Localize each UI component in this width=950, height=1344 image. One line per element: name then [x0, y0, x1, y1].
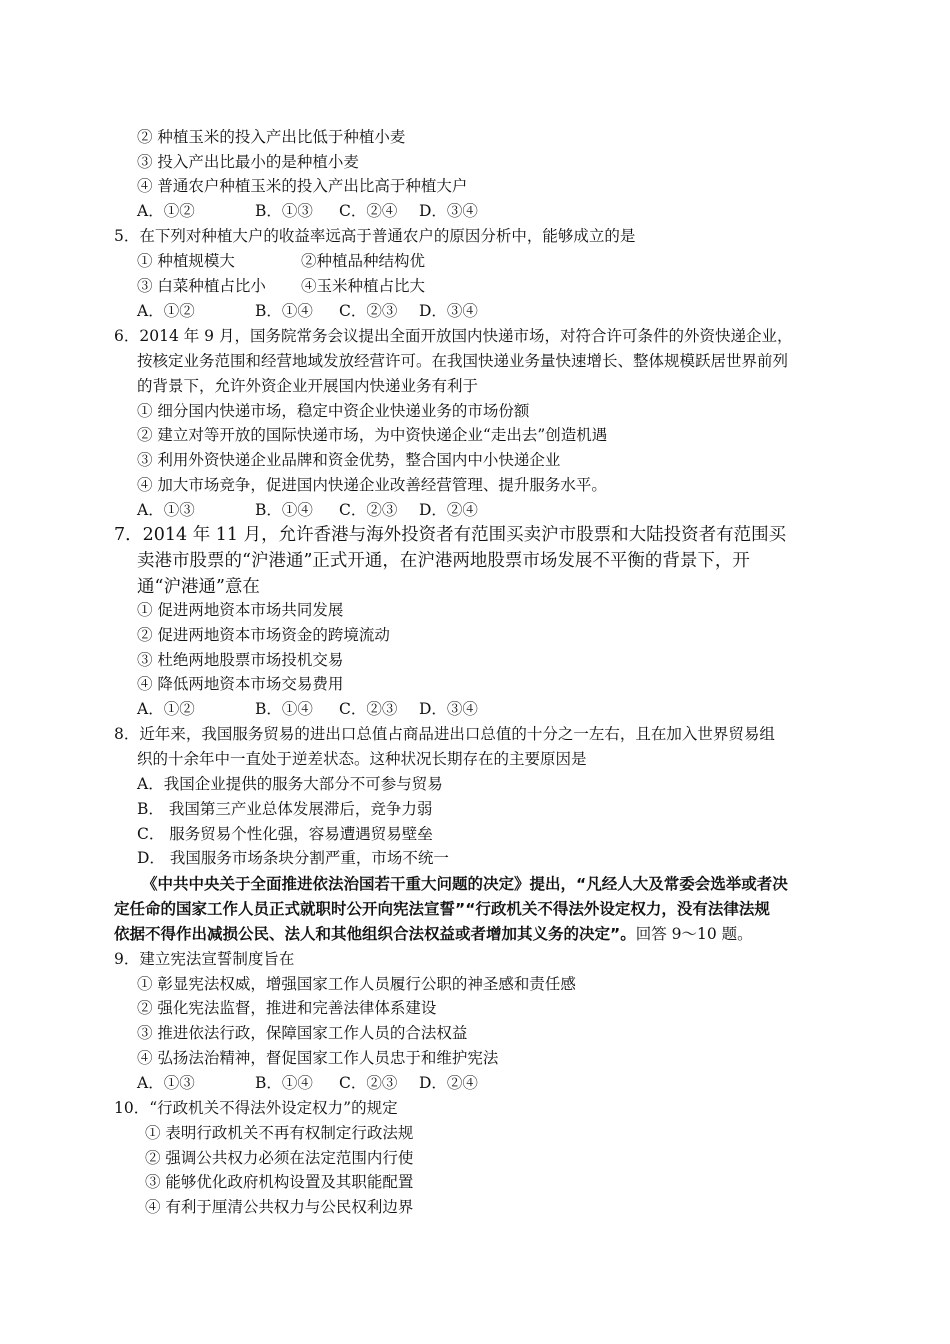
- q7-answers: [137, 699, 478, 719]
- q10-item-4: ④ 有利于厘清公共权力与公民权利边界: [145, 1198, 414, 1216]
- q6-item-2: ② 建立对等开放的国际快递市场，为中资快递企业“走出去”创造机遇: [137, 426, 608, 444]
- answer-b: B．①③: [255, 202, 313, 220]
- answer-d: D．③④: [419, 302, 478, 320]
- q6-stem-line3: 的背景下，允许外资企业开展国内快递业务有利于: [137, 377, 479, 395]
- q6-stem-line1: 6．2014 年 9 月，国务院常务会议提出全面开放国内快递市场，对符合许可条件的外资快递企业，: [114, 327, 793, 345]
- answer-a: A．①③: [137, 501, 195, 519]
- answer-c: C．②③: [339, 302, 398, 320]
- q10-item-3: ③ 能够优化政府机构设置及其职能配置: [145, 1173, 414, 1191]
- q6-item-3: ③ 利用外资快递企业品牌和资金优势，整合国内中小快递企业: [137, 451, 561, 469]
- q8-stem-line1: 8．近年来，我国服务贸易的进出口总值占商品进出口总值的十分之一左右，且在加入世界贸易组: [114, 725, 775, 743]
- passage-tail: 回答 9～10 题。: [635, 925, 753, 943]
- q7-stem-line1: 7．2014 年 11 月，允许香港与海外投资者有范围买卖沪市股票和大陆投资者有范围买: [114, 525, 787, 545]
- q5-items-row2: [137, 276, 425, 296]
- q10-stem: 10．“行政机关不得法外设定权力”的规定: [114, 1099, 398, 1117]
- q7-stem-line2: 卖港市股票的“沪港通”正式开通，在沪港两地股票市场发展不平衡的背景下，开: [137, 551, 750, 571]
- q7-item-3: ③ 杜绝两地股票市场投机交易: [137, 651, 344, 669]
- q6-answers: [137, 500, 478, 520]
- q5-item-2: ②种植品种结构优: [301, 252, 426, 270]
- q8-option-a: A．我国企业提供的服务大部分不可参与贸易: [137, 775, 443, 793]
- q5-item-1: ① 种植规模大: [137, 252, 235, 270]
- q9-item-2: ② 强化宪法监督，推进和完善法律体系建设: [137, 999, 437, 1017]
- q7-stem-line3: 通“沪港通”意在: [137, 577, 260, 597]
- q8-option-c: C． 服务贸易个性化强，容易遭遇贸易壁垒: [137, 825, 433, 843]
- answer-a: A．①③: [137, 1074, 195, 1092]
- answer-d: D．②④: [419, 1074, 478, 1092]
- q4-item-2: ② 种植玉米的投入产出比低于种植小麦: [137, 128, 406, 146]
- answer-a: A．①②: [137, 700, 195, 718]
- answer-c: C．②③: [339, 501, 398, 519]
- q9-stem: 9．建立宪法宣誓制度旨在: [114, 950, 295, 968]
- answer-b: B．①④: [255, 1074, 313, 1092]
- q6-item-1: ① 细分国内快递市场，稳定中资企业快递业务的市场份额: [137, 402, 530, 420]
- answer-d: D．③④: [419, 202, 478, 220]
- answer-a: A．①②: [137, 202, 195, 220]
- q8-option-b: B． 我国第三产业总体发展滞后，竞争力弱: [137, 800, 433, 818]
- q4-item-3: ③ 投入产出比最小的是种植小麦: [137, 153, 359, 171]
- q10-item-1: ① 表明行政机关不再有权制定行政法规: [145, 1124, 414, 1142]
- passage-line1: 《中共中央关于全面推进依法治国若干重大问题的决定》提出，“凡经人大及常委会选举或者决: [142, 875, 788, 893]
- passage-line3-bold: 依据不得作出减损公民、法人和其他组织合法权益或者增加其义务的决定”。: [114, 925, 636, 943]
- answer-b: B．①④: [255, 700, 313, 718]
- q5-items-row1: [137, 251, 425, 271]
- passage-line2: 定任命的国家工作人员正式就职时公开向宪法宣誓”“行政机关不得法外设定权力，没有法律法规: [114, 900, 770, 918]
- answer-c: C．②③: [339, 700, 398, 718]
- answer-a: A．①②: [137, 302, 195, 320]
- q8-stem-line2: 织的十余年中一直处于逆差状态。这种状况长期存在的主要原因是: [137, 750, 587, 768]
- answer-d: D．③④: [419, 700, 478, 718]
- answer-d: D．②④: [419, 501, 478, 519]
- q9-item-1: ① 彰显宪法权威，增强国家工作人员履行公职的神圣感和责任感: [137, 975, 576, 993]
- q5-item-4: ④玉米种植占比大: [301, 277, 426, 295]
- passage-line3: [114, 924, 753, 944]
- q6-stem-line2: 按核定业务范围和经营地域发放经营许可。在我国快递业务量快速增长、整体规模跃居世界前列: [137, 352, 789, 370]
- q7-item-2: ② 促进两地资本市场资金的跨境流动: [137, 626, 390, 644]
- q5-stem: 5．在下列对种植大户的收益率远高于普通农户的原因分析中，能够成立的是: [114, 227, 636, 245]
- q5-answers: [137, 301, 478, 321]
- q4-answers: [137, 201, 478, 221]
- q7-item-4: ④ 降低两地资本市场交易费用: [137, 675, 344, 693]
- q8-option-d: D． 我国服务市场条块分割严重，市场不统一: [137, 849, 449, 867]
- q7-item-1: ① 促进两地资本市场共同发展: [137, 601, 344, 619]
- answer-c: C．②③: [339, 1074, 398, 1092]
- q10-item-2: ② 强调公共权力必须在法定范围内行使: [145, 1149, 414, 1167]
- q9-answers: [137, 1073, 478, 1093]
- q5-item-3: ③ 白菜种植占比小: [137, 277, 266, 295]
- q4-item-4: ④ 普通农户种植玉米的投入产出比高于种植大户: [137, 177, 468, 195]
- answer-c: C．②④: [339, 202, 398, 220]
- q9-item-3: ③ 推进依法行政，保障国家工作人员的合法权益: [137, 1024, 468, 1042]
- q9-item-4: ④ 弘扬法治精神，督促国家工作人员忠于和维护宪法: [137, 1049, 499, 1067]
- q6-item-4: ④ 加大市场竞争，促进国内快递企业改善经营管理、提升服务水平。: [137, 476, 607, 494]
- answer-b: B．①④: [255, 302, 313, 320]
- answer-b: B．①④: [255, 501, 313, 519]
